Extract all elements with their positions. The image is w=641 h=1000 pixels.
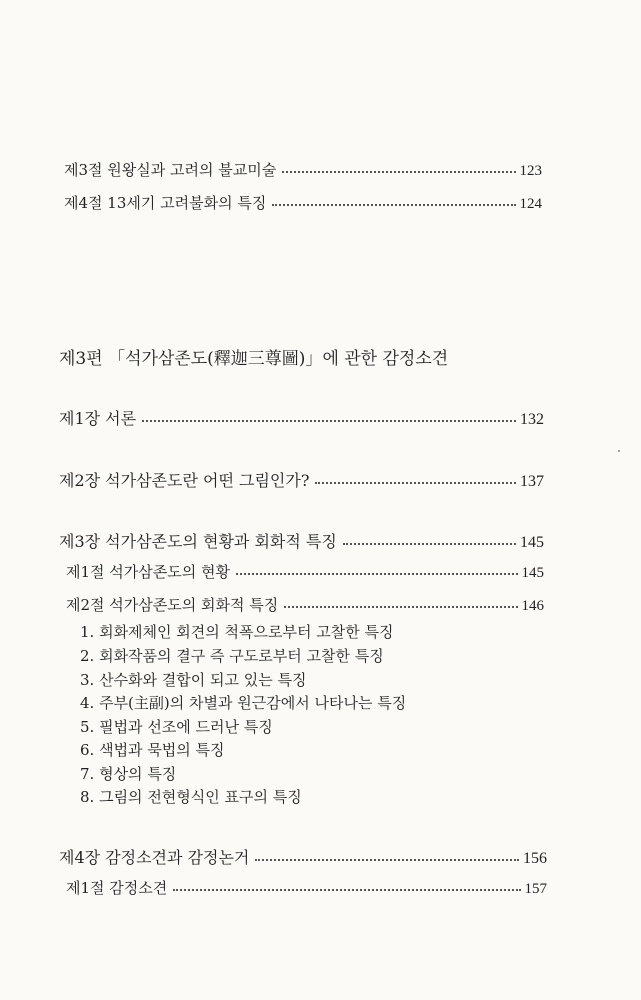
entry-page-number: 157 (524, 881, 547, 897)
entry-label: 제4장 감정소견과 감정논거 (59, 848, 250, 867)
toc-entry-section (66, 877, 547, 898)
dot-leader (272, 204, 515, 206)
toc-subitem: 5. 필법과 선조에 드러난 특징 (80, 718, 273, 736)
entry-label: 제3장 석가삼존도의 현황과 회화적 특징 (59, 532, 337, 551)
toc-subitem: 8. 그림의 전현형식인 표구의 특징 (80, 788, 302, 806)
part-title: 제3편 「석가삼존도(釋迦三尊圖)」에 관한 감정소견 (59, 349, 449, 369)
entry-page-number: 124 (519, 196, 542, 212)
entry-page-number: 145 (521, 565, 544, 581)
toc-entry-section (64, 192, 542, 213)
entry-page-number: 137 (520, 473, 544, 490)
paper-speck (618, 450, 620, 452)
dot-leader (173, 889, 520, 891)
entry-label: 제1절 감정소견 (66, 879, 168, 897)
toc-entry-section (66, 594, 544, 615)
dot-leader (282, 171, 515, 173)
toc-entry-section (64, 159, 542, 180)
toc-subitem: 4. 주부(主副)의 차별과 원근감에서 나타나는 특징 (80, 694, 407, 712)
toc-entry-chapter (59, 845, 547, 868)
dot-leader (343, 543, 516, 545)
entry-label: 제1절 석가삼존도의 현황 (66, 563, 230, 581)
entry-label: 제3절 원왕실과 고려의 불교미술 (64, 161, 277, 179)
toc-subitem: 3. 산수화와 결합이 되고 있는 특징 (80, 671, 307, 689)
entry-page-number: 145 (520, 534, 544, 551)
dot-leader (315, 482, 516, 484)
toc-subitem: 7. 형상의 특징 (80, 765, 177, 783)
toc-entry-chapter (59, 468, 544, 491)
entry-page-number: 156 (523, 850, 547, 867)
dot-leader (284, 606, 517, 608)
toc-subitem: 6. 색법과 묵법의 특징 (80, 741, 225, 759)
entry-page-number: 123 (519, 163, 542, 179)
toc-entry-section (66, 561, 544, 582)
toc-subitem: 1. 회화제체인 회견의 척폭으로부터 고찰한 특징 (80, 623, 394, 641)
toc-subitem: 2. 회화작품의 결구 즉 구도로부터 고찰한 특징 (80, 647, 384, 665)
dot-leader (142, 420, 516, 422)
entry-label: 제1장 서론 (59, 409, 137, 428)
toc-entry-chapter (59, 406, 544, 429)
entry-label: 제2절 석가삼존도의 회화적 특징 (66, 596, 279, 614)
dot-leader (255, 859, 519, 861)
entry-label: 제4절 13세기 고려불화의 특징 (64, 194, 267, 212)
dot-leader (236, 573, 518, 575)
entry-label: 제2장 석가삼존도란 어떤 그림인가? (59, 471, 310, 490)
toc-entry-chapter (59, 529, 544, 552)
entry-page-number: 132 (520, 411, 544, 428)
entry-page-number: 146 (521, 598, 544, 614)
